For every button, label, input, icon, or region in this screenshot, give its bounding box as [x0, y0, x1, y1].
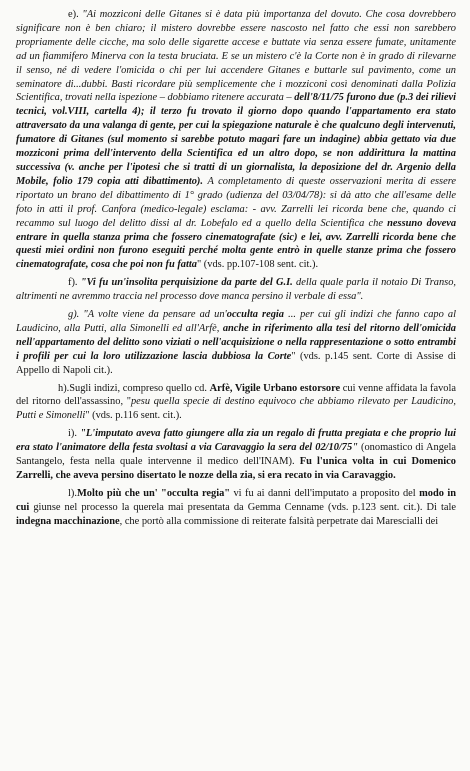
paragraph-f: [16, 276, 456, 304]
paragraph-e: [16, 8, 456, 272]
paragraph-e-marker: e).: [68, 9, 83, 20]
paragraph-e-emphasis: nessuno doveva entrare in quella stanza prima che fossero cinematografate (sic) e lei, avv. Zarrelli ricorda bene che questi miei ordini non furono eseguiti perché molta gente entrò in quelle stanze prima che fossero cinematografate, cosa che poi non fu fatta: [16, 217, 457, 271]
paragraph-e-quote-cont: Basti ricordare più semplicemente che i mozziconi così denominati dalla Polizia Scientifica, trovati nella ispezione – dobbiamo ritenere accurata –: [16, 78, 457, 104]
paragraph-f-bold-quote: "Vi fu un'insolita perquisizione da parte del G.I.: [80, 277, 293, 289]
paragraph-l-text: vi fu ai danni dell'imputato a proposito del: [230, 487, 420, 499]
paragraph-h-text: cui venne affidata la favola del ritorno dell'assassino, ": [16, 382, 456, 408]
paragraph-g-emphasis: occulta regia: [226, 309, 284, 321]
paragraph-e-quote: "Ai mozziconi delle Gitanes si è data più importanza del dovuto. Che cosa dovrebbero significare non è ben chiaro; il mistero dovrebbe essere nascosto nel fatto che essi non sarebbero propriamente delle cicche, ma solo delle sigarette accese e buttate via senza essere fumate, unitamente ad un fiammifero Minerva con la testa bruciata. E se un mistero c'è la Corte non è in grado di rilevarne il senso, né di vedere l'omicida o chi per lui accendere Gitanes e buttarle sul pavimento, come un seminatore di...dubbi.: [16, 9, 456, 90]
paragraph-i-bold: Fu l'unica volta in cui Domenico Zarrelli, che aveva persino disertato le nozze della zia, si era recato in via Caravaggio.: [16, 456, 456, 481]
paragraph-l-text-3: , che portò alla commissione di reiterate falsità perpetrate dai Marescialli dei: [119, 515, 439, 527]
paragraph-h-intro: h).Sugli indizi, compreso quello cd.: [58, 382, 210, 394]
paragraph-e-bold-quote: dell'8/11/75 furono due (p.3 dei rilievi tecnici, vol.VIII, cartella 4); il terzo fu trovato il giorno dopo quando l'appartamento era stato attraversato da una valanga di gente, per cui la spiegazione naturale è che qualcuno degli intervenuti, fumatore di Gitanes (sul momento si sarebbe potuto magari fare un indagine) abbia gettato via due mozziconi prima dell'intervento della Scientifica ed un altro dopo, se non addirittura la mattina successiva (v. anche per l'ipotesi che si tratti di un giornalista, la deposizione del dr. Argenio della Mobile, folio 179 copia atti dibattimento).: [16, 92, 456, 187]
paragraph-f-marker: f).: [68, 277, 81, 289]
paragraph-g: [16, 308, 456, 378]
paragraph-h-bold: Arfè, Vigile Urbano estorsore: [209, 382, 341, 394]
paragraph-l: [16, 487, 456, 529]
paragraph-l-marker: l).: [68, 487, 77, 499]
paragraph-l-bold: Molto più che un' "occulta regia": [76, 487, 231, 499]
paragraph-g-quote: g). "A volte viene da pensare ad un': [68, 309, 227, 321]
paragraph-g-quote-cont: ... per cui gli indizi che fanno capo al Laudicino, alla Putti, alla Simonelli ed all'Arfè,: [16, 309, 456, 334]
paragraph-i-marker: i).: [68, 428, 81, 440]
paragraph-h: [16, 382, 456, 424]
paragraph-i: [16, 427, 456, 483]
paragraph-l-bold-2: modo in cui: [16, 487, 457, 513]
paragraph-h-citation: " (vds. p.116 sent. cit.).: [85, 410, 182, 422]
paragraph-h-quote: pesu quella specie di destino equivoco che abbiamo rilevato per Laudicino, Putti e Simonelli: [16, 396, 456, 422]
paragraph-f-quote: della quale parla il notaio Di Transo, altrimenti ne avremmo traccia nel processo dove manca persino il verbale di essa".: [16, 277, 456, 303]
paragraph-i-text: (onomastico di Angela Santangelo, festa nella quale intervenne il medico dell'INAM).: [16, 442, 456, 468]
paragraph-l-bold-3: indegna macchinazione: [16, 515, 120, 527]
paragraph-l-text-2: giunse nel processo la querela mai presentata da Gemma Cenname (vds. p.123 sent. cit.). Di tale: [29, 501, 456, 513]
paragraph-g-citation: " (vds. p.145 sent. Corte di Assise di Appello di Napoli cit.).: [16, 350, 456, 376]
paragraph-e-transcript: A completamento di queste osservazioni merita di essere riportato un brano del dibattimento di 1° grado (udienza del 03/04/78): si dà atto che all'esame delle foto in atti il prof. Canfora (medico-legale) esclama: - avv. Zarrelli lei ricorda bene che, quando ci recammo sul luogo del delitto dissi al dr. Lobefalo ed a quello della Scientifica che: [16, 175, 456, 229]
paragraph-e-citation: " (vds. pp.107-108 sent. cit.).: [196, 259, 319, 271]
document-body: [16, 8, 456, 533]
paragraph-g-bold-quote: anche in riferimento alla tesi del ritorno dell'omicida nell'appartamento del delitto sono viziati o nell'acquisizione o nella rappresentazione o sotto entrambi i profili per cui la loro utilizzazione lascia dubbiosa la Corte: [16, 322, 456, 362]
paragraph-i-bold-quote: "L'imputato aveva fatto giungere alla zia un regalo di frutta pregiata e che proprio lui era stato l'animatore della festa svoltasi a via Caravaggio la sera del 02/10/75": [16, 428, 457, 454]
